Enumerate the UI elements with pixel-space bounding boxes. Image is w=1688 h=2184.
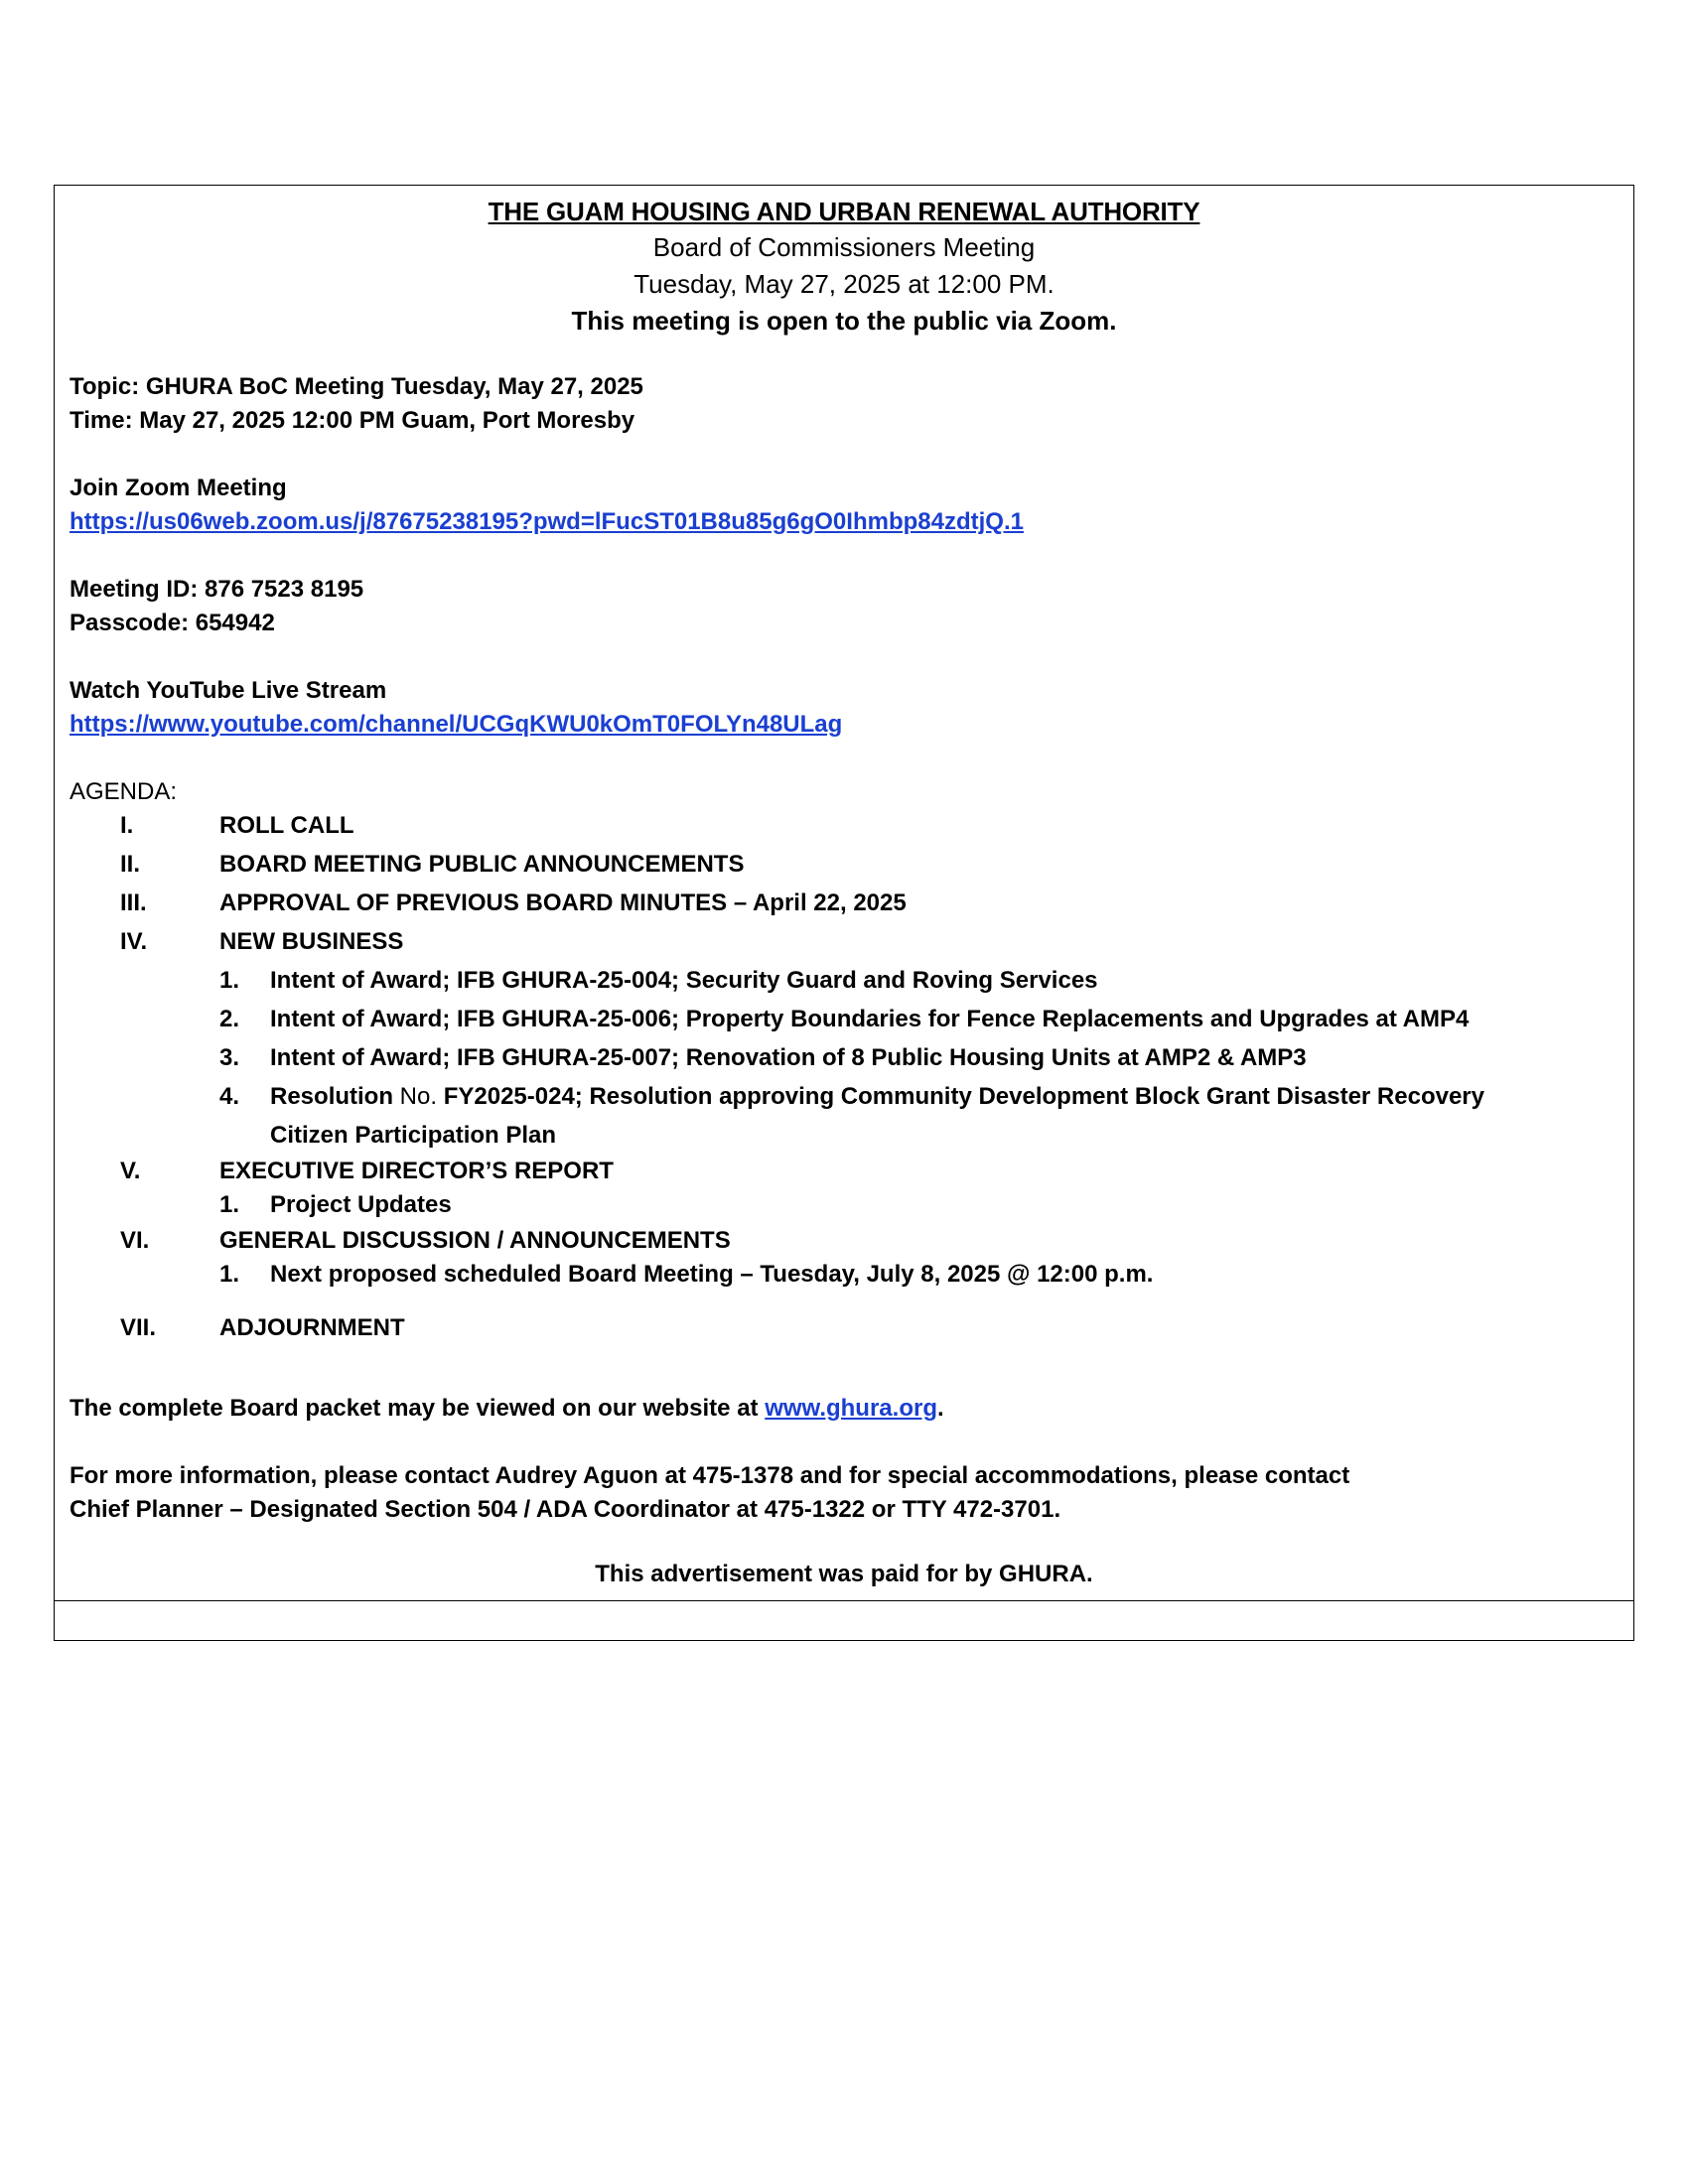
agenda-item-number: II. (120, 851, 141, 878)
agenda-subitem-number: 1. (219, 967, 240, 994)
agenda-subitem-text: Project Updates (270, 1191, 452, 1218)
website-link[interactable]: www.ghura.org (765, 1395, 937, 1422)
resolution-text-no: No. (399, 1083, 438, 1110)
agenda-subitem-text: Intent of Award; IFB GHURA-25-004; Security Guard and Roving Services (270, 967, 1098, 994)
zoom-topic: Topic: GHURA BoC Meeting Tuesday, May 27, 2025 (70, 373, 643, 400)
agenda-item-number: VII. (120, 1314, 157, 1341)
agenda-item-number: VI. (120, 1227, 150, 1254)
agenda-subitem-number: 1. (219, 1261, 240, 1288)
agenda-item-text: APPROVAL OF PREVIOUS BOARD MINUTES – April 22, 2025 (219, 889, 907, 916)
paid-advertisement-note: This advertisement was paid for by GHURA. (595, 1561, 1093, 1587)
meeting-date: Tuesday, May 27, 2025 at 12:00 PM. (633, 269, 1055, 299)
agenda-item-text: EXECUTIVE DIRECTOR’S REPORT (219, 1158, 614, 1184)
agenda-subitem-text: Next proposed scheduled Board Meeting – Tuesday, July 8, 2025 @ 12:00 p.m. (270, 1261, 1154, 1288)
meeting-open-notice: This meeting is open to the public via Zoom. (571, 306, 1117, 336)
zoom-passcode: Passcode: 654942 (70, 610, 275, 636)
agenda-subitem-text (270, 1080, 1484, 1114)
zoom-meeting-id: Meeting ID: 876 7523 8195 (70, 576, 364, 603)
agenda-subitem-text: Intent of Award; IFB GHURA-25-007; Renovation of 8 Public Housing Units at AMP2 & AMP3 (270, 1044, 1307, 1071)
agenda-item-number: III. (120, 889, 147, 916)
notice-frame (54, 185, 1634, 1641)
agenda-subitem-number: 2. (219, 1006, 240, 1032)
zoom-join-label: Join Zoom Meeting (70, 475, 287, 501)
meeting-title: Board of Commissioners Meeting (652, 232, 1036, 262)
footer-divider (55, 1600, 1633, 1601)
resolution-text-a: Resolution (270, 1083, 400, 1110)
board-packet-end: . (936, 1395, 944, 1422)
agenda-item-text: BOARD MEETING PUBLIC ANNOUNCEMENTS (219, 851, 745, 878)
agenda-item-text: GENERAL DISCUSSION / ANNOUNCEMENTS (219, 1227, 731, 1254)
agenda-title: AGENDA: (70, 778, 178, 805)
youtube-stream (70, 674, 1618, 742)
notice-header (55, 186, 1633, 340)
contact-info (70, 1459, 1618, 1527)
agenda-item-number: IV. (120, 928, 148, 955)
agenda-subitem-number: 4. (219, 1083, 240, 1110)
agenda-subitem-number: 3. (219, 1044, 240, 1071)
board-packet-note (70, 1392, 1618, 1426)
zoom-details (70, 370, 1618, 438)
agenda-item-text: ADJOURNMENT (219, 1314, 405, 1341)
board-packet-text: The complete Board packet may be viewed on our website at (70, 1395, 766, 1422)
contact-info-line-2: Chief Planner – Designated Section 504 / ADA Coordinator at 475-1322 or TTY 472-3701. (70, 1496, 1061, 1523)
zoom-join-link[interactable]: https://us06web.zoom.us/j/87675238195?pwd=lFucST01B8u85g6gO0Ihmbp84zdtjQ.1 (70, 508, 1024, 535)
youtube-link[interactable]: https://www.youtube.com/channel/UCGqKWU0kOmT0FOLYn48ULag (70, 711, 843, 738)
zoom-join (70, 472, 1618, 539)
agenda-subitem-text: Intent of Award; IFB GHURA-25-006; Property Boundaries for Fence Replacements and Upgrades at AMP4 (270, 1006, 1470, 1032)
zoom-credentials (70, 573, 1618, 640)
agenda-subitem-text: Citizen Participation Plan (270, 1122, 557, 1149)
agenda-item-number: I. (120, 812, 134, 839)
organization-title: THE GUAM HOUSING AND URBAN RENEWAL AUTHORITY (488, 197, 1200, 226)
zoom-time: Time: May 27, 2025 12:00 PM Guam, Port Moresby (70, 407, 635, 434)
agenda-item-number: V. (120, 1158, 141, 1184)
youtube-label: Watch YouTube Live Stream (70, 677, 387, 704)
agenda-subitem-number: 1. (219, 1191, 240, 1218)
resolution-text-b: FY2025-024; Resolution approving Community Development Block Grant Disaster Recovery (437, 1083, 1484, 1110)
agenda-item-text: ROLL CALL (219, 812, 354, 839)
contact-info-line-1: For more information, please contact Audrey Aguon at 475-1378 and for special accommodations, please contact (70, 1462, 1350, 1489)
agenda-item-text: NEW BUSINESS (219, 928, 404, 955)
